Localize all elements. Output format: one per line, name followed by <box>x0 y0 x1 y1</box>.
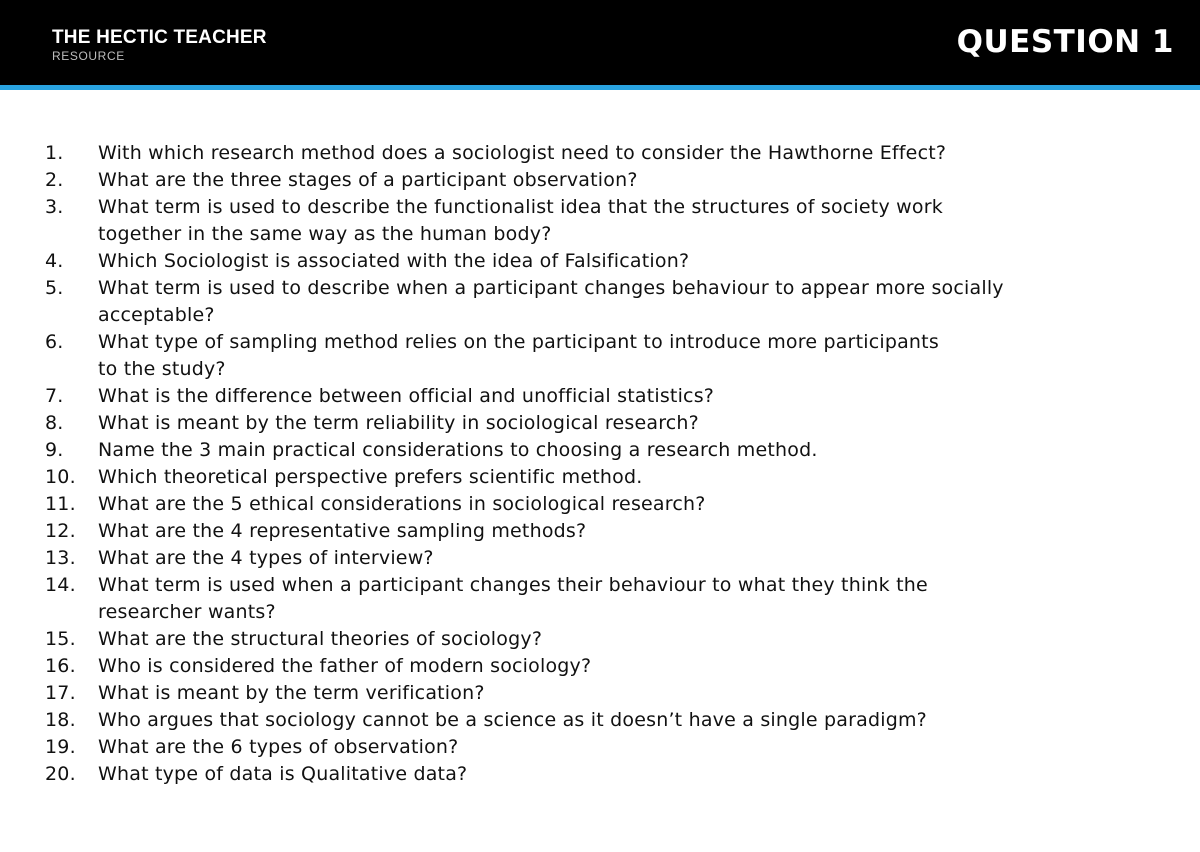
question-item <box>45 491 1155 518</box>
question-number: 14. <box>45 574 76 596</box>
question-text: What is meant by the term reliability in sociological research? <box>98 412 699 434</box>
question-list <box>45 140 1155 788</box>
question-number: 5. <box>45 277 64 299</box>
question-number: 4. <box>45 250 64 272</box>
brand-subtitle: RESOURCE <box>52 49 125 63</box>
question-number: 11. <box>45 493 76 515</box>
question-text: What is the difference between official and unofficial statistics? <box>98 385 715 407</box>
question-item <box>45 572 1155 626</box>
question-text: What are the three stages of a participant observation? <box>98 169 638 191</box>
question-text: What are the 4 representative sampling methods? <box>98 520 587 542</box>
question-item <box>45 626 1155 653</box>
question-item <box>45 383 1155 410</box>
question-number: 12. <box>45 520 76 542</box>
question-number: 10. <box>45 466 76 488</box>
question-number: 15. <box>45 628 76 650</box>
question-text: What term is used when a participant changes their behaviour to what they think the researcher wants? <box>98 574 928 623</box>
question-number: 3. <box>45 196 64 218</box>
question-text: Which theoretical perspective prefers scientific method. <box>98 466 643 488</box>
question-text: What type of sampling method relies on the participant to introduce more participants to the study? <box>98 331 939 380</box>
question-text: With which research method does a sociologist need to consider the Hawthorne Effect? <box>98 142 947 164</box>
brand-logo <box>52 27 267 63</box>
question-number: 2. <box>45 169 64 191</box>
question-item <box>45 410 1155 437</box>
question-number: 9. <box>45 439 64 461</box>
question-item <box>45 248 1155 275</box>
question-item <box>45 194 1155 248</box>
question-text: What are the 5 ethical considerations in sociological research? <box>98 493 706 515</box>
question-number: 19. <box>45 736 76 758</box>
question-number: 17. <box>45 682 76 704</box>
question-text: What term is used to describe the functionalist idea that the structures of society work together in the same way as the human body? <box>98 196 943 245</box>
page-title: QUESTION 1 <box>956 24 1174 60</box>
question-text: Name the 3 main practical considerations to choosing a research method. <box>98 439 818 461</box>
header-bar <box>0 0 1200 85</box>
question-item <box>45 761 1155 788</box>
question-item <box>45 707 1155 734</box>
question-number: 8. <box>45 412 64 434</box>
question-item <box>45 464 1155 491</box>
question-item <box>45 734 1155 761</box>
header-accent-stripe <box>0 85 1200 90</box>
question-item <box>45 680 1155 707</box>
question-item <box>45 275 1155 329</box>
question-text: What are the 6 types of observation? <box>98 736 459 758</box>
question-text: What are the 4 types of interview? <box>98 547 434 569</box>
question-item <box>45 167 1155 194</box>
question-text: What is meant by the term verification? <box>98 682 485 704</box>
question-item <box>45 545 1155 572</box>
question-text: What type of data is Qualitative data? <box>98 763 468 785</box>
question-item <box>45 140 1155 167</box>
question-number: 16. <box>45 655 76 677</box>
question-text: What are the structural theories of sociology? <box>98 628 543 650</box>
question-number: 1. <box>45 142 64 164</box>
question-item <box>45 437 1155 464</box>
question-text: Who is considered the father of modern sociology? <box>98 655 592 677</box>
question-number: 6. <box>45 331 64 353</box>
question-item <box>45 653 1155 680</box>
question-text: Which Sociologist is associated with the idea of Falsification? <box>98 250 690 272</box>
brand-name: THE HECTIC TEACHER <box>52 27 267 48</box>
question-number: 7. <box>45 385 64 407</box>
question-number: 18. <box>45 709 76 731</box>
question-item <box>45 518 1155 545</box>
question-number: 13. <box>45 547 76 569</box>
question-text: What term is used to describe when a participant changes behaviour to appear more socially acceptable? <box>98 277 1004 326</box>
question-text: Who argues that sociology cannot be a science as it doesn’t have a single paradigm? <box>98 709 927 731</box>
question-item <box>45 329 1155 383</box>
question-number: 20. <box>45 763 76 785</box>
